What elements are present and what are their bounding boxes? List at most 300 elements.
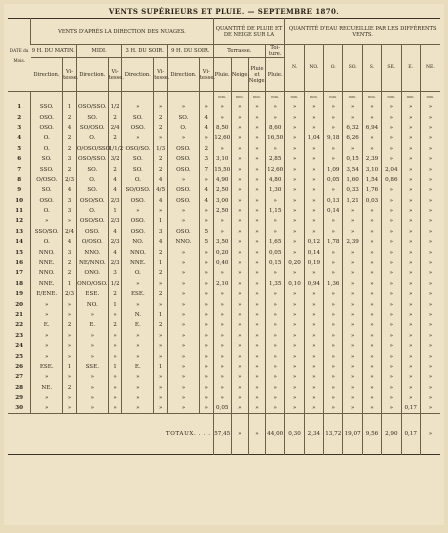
table-cell: E. bbox=[76, 320, 108, 330]
table-cell: » bbox=[167, 216, 199, 226]
table-row bbox=[8, 341, 440, 351]
table-cell: » bbox=[324, 185, 343, 195]
table-cell: » bbox=[199, 216, 213, 226]
table-cell: » bbox=[248, 383, 265, 393]
table-cell: » bbox=[362, 289, 381, 299]
total-cell: 9,56 bbox=[362, 414, 381, 455]
table-cell: 2 bbox=[154, 164, 168, 174]
table-cell: » bbox=[213, 289, 231, 299]
table-cell: OSO. bbox=[167, 144, 199, 154]
table-cell: » bbox=[362, 258, 381, 268]
table-cell: » bbox=[304, 393, 323, 403]
table-row bbox=[8, 164, 440, 174]
table-cell: » bbox=[231, 175, 248, 185]
table-row bbox=[8, 175, 440, 185]
table-cell: » bbox=[420, 351, 440, 361]
table-cell: NNE. bbox=[31, 258, 63, 268]
table-cell: 1 bbox=[154, 258, 168, 268]
table-cell: 15,50 bbox=[213, 164, 231, 174]
table-cell: 0,03 bbox=[362, 196, 381, 206]
table-cell: » bbox=[362, 247, 381, 257]
table-cell: 1,15 bbox=[266, 206, 285, 216]
table-cell: » bbox=[401, 372, 420, 382]
table-cell: » bbox=[31, 372, 63, 382]
table-row bbox=[8, 289, 440, 299]
table-cell: » bbox=[324, 216, 343, 226]
table-cell: » bbox=[401, 310, 420, 320]
table-cell: OSO/SO. bbox=[76, 216, 108, 226]
table-cell: NO. bbox=[76, 299, 108, 309]
table-cell: 4 bbox=[63, 123, 77, 133]
table-cell: » bbox=[76, 310, 108, 320]
table-cell: » bbox=[167, 331, 199, 341]
table-cell: » bbox=[382, 268, 401, 278]
strength-header: Vi- tesse. bbox=[199, 58, 213, 92]
table-cell: 1,21 bbox=[343, 196, 362, 206]
table-cell: 0,13 bbox=[324, 196, 343, 206]
table-cell: 2/3 bbox=[108, 216, 122, 226]
table-cell: » bbox=[420, 164, 440, 174]
table-row bbox=[8, 310, 440, 320]
table-cell: » bbox=[248, 403, 265, 413]
table-cell: » bbox=[343, 289, 362, 299]
table-cell: O/OSO. bbox=[31, 175, 63, 185]
table-cell: » bbox=[362, 133, 381, 143]
table-cell: » bbox=[285, 372, 304, 382]
total-cell: 0,17 bbox=[401, 414, 420, 455]
table-cell: » bbox=[122, 279, 154, 289]
table-cell: OSO. bbox=[122, 196, 154, 206]
table-cell: » bbox=[401, 123, 420, 133]
table-cell: » bbox=[285, 133, 304, 143]
table-cell: 1/2 bbox=[108, 279, 122, 289]
table-cell: 0,33 bbox=[343, 185, 362, 195]
table-cell: » bbox=[266, 383, 285, 393]
table-cell: » bbox=[199, 383, 213, 393]
table-cell: 1,35 bbox=[266, 279, 285, 289]
date-cell: 20 bbox=[15, 301, 24, 308]
table-cell: » bbox=[199, 310, 213, 320]
table-cell: 3 bbox=[63, 196, 77, 206]
direction-header: Direction. bbox=[31, 58, 63, 92]
table-cell: » bbox=[199, 175, 213, 185]
table-row bbox=[8, 133, 440, 143]
table-cell: » bbox=[324, 154, 343, 164]
table-row bbox=[8, 247, 440, 257]
table-cell: » bbox=[63, 310, 77, 320]
table-cell: » bbox=[231, 289, 248, 299]
table-cell: » bbox=[420, 112, 440, 122]
table-cell: » bbox=[304, 206, 323, 216]
table-cell: » bbox=[108, 383, 122, 393]
table-cell: E. bbox=[122, 362, 154, 372]
table-cell: » bbox=[167, 320, 199, 330]
table-cell: » bbox=[324, 123, 343, 133]
rain-snow-header: Pluie et Neige. bbox=[248, 58, 265, 92]
table-cell: » bbox=[199, 258, 213, 268]
table-cell: » bbox=[401, 164, 420, 174]
table-cell: » bbox=[167, 133, 199, 143]
table-cell: » bbox=[324, 258, 343, 268]
table-cell: ESE. bbox=[31, 362, 63, 372]
table-cell: » bbox=[304, 216, 323, 226]
table-cell: » bbox=[285, 206, 304, 216]
table-cell: » bbox=[248, 258, 265, 268]
table-cell: » bbox=[213, 320, 231, 330]
table-cell: » bbox=[248, 102, 265, 112]
date-cell: 10 bbox=[15, 197, 24, 204]
table-cell: » bbox=[167, 102, 199, 112]
table-cell: » bbox=[382, 123, 401, 133]
table-cell: NNO. bbox=[31, 268, 63, 278]
table-cell: » bbox=[304, 320, 323, 330]
table-cell: » bbox=[108, 331, 122, 341]
date-cell: 3 bbox=[17, 124, 22, 131]
table-cell: » bbox=[420, 299, 440, 309]
table-cell: » bbox=[304, 175, 323, 185]
table-cell: » bbox=[199, 299, 213, 309]
page-title: VENTS SUPÉRIEURS ET PLUIE. — SEPTEMBRE 1870. bbox=[108, 7, 340, 16]
strength-header: Vi- tesse. bbox=[108, 58, 122, 92]
date-cell: 19 bbox=[15, 291, 24, 298]
table-cell: SSE. bbox=[76, 362, 108, 372]
table-cell: 1,54 bbox=[362, 175, 381, 185]
table-cell: 1 bbox=[154, 216, 168, 226]
table-cell: » bbox=[231, 372, 248, 382]
table-cell: » bbox=[304, 310, 323, 320]
table-cell: » bbox=[213, 310, 231, 320]
table-cell: » bbox=[285, 102, 304, 112]
date-cell: 4 bbox=[17, 135, 22, 142]
table-cell: » bbox=[266, 144, 285, 154]
table-cell: O. bbox=[167, 123, 199, 133]
table-cell: » bbox=[213, 102, 231, 112]
table-cell: » bbox=[420, 268, 440, 278]
table-cell: » bbox=[420, 383, 440, 393]
table-cell: » bbox=[362, 279, 381, 289]
table-cell: » bbox=[231, 112, 248, 122]
table-cell: » bbox=[213, 331, 231, 341]
table-cell: » bbox=[122, 383, 154, 393]
table-cell: OSO. bbox=[167, 196, 199, 206]
table-cell: NNE. bbox=[122, 258, 154, 268]
table-cell: 1 bbox=[108, 206, 122, 216]
table-cell: 2/3 bbox=[63, 289, 77, 299]
time-header: 9 H. DU SOIR. bbox=[167, 45, 213, 58]
table-cell: » bbox=[343, 227, 362, 237]
table-cell: 0,94 bbox=[304, 279, 323, 289]
time-header: 9 H. DU MATIN. bbox=[31, 45, 77, 58]
table-cell: » bbox=[324, 362, 343, 372]
table-cell: » bbox=[401, 383, 420, 393]
table-cell: » bbox=[108, 310, 122, 320]
rain-group-header: QUANTITÉ DE PLUIE ET DE NEIGE SUR LA bbox=[213, 19, 285, 45]
table-cell: » bbox=[199, 403, 213, 413]
table-cell: » bbox=[285, 383, 304, 393]
table-cell: » bbox=[420, 123, 440, 133]
table-cell: » bbox=[382, 331, 401, 341]
table-cell: » bbox=[382, 299, 401, 309]
table-cell: 2,50 bbox=[213, 185, 231, 195]
date-cell: 11 bbox=[15, 208, 24, 215]
table-cell: 2 bbox=[63, 383, 77, 393]
table-cell: 2 bbox=[154, 112, 168, 122]
table-cell: » bbox=[382, 310, 401, 320]
table-cell: » bbox=[285, 289, 304, 299]
table-cell: ONO. bbox=[76, 268, 108, 278]
wind-o-header: O. bbox=[324, 45, 343, 92]
table-cell: » bbox=[382, 227, 401, 237]
table-cell: » bbox=[343, 299, 362, 309]
table-cell: » bbox=[154, 403, 168, 413]
table-cell: » bbox=[382, 403, 401, 413]
table-cell: » bbox=[382, 372, 401, 382]
table-cell: » bbox=[76, 331, 108, 341]
table-cell: OSO. bbox=[31, 123, 63, 133]
table-cell: » bbox=[304, 268, 323, 278]
table-cell: » bbox=[382, 216, 401, 226]
table-cell: N. bbox=[122, 310, 154, 320]
table-cell: » bbox=[266, 289, 285, 299]
table-cell: OSO. bbox=[167, 164, 199, 174]
table-cell: » bbox=[343, 403, 362, 413]
table-cell: » bbox=[304, 123, 323, 133]
table-cell: » bbox=[382, 237, 401, 247]
table-cell: 3 bbox=[63, 154, 77, 164]
table-cell: 4 bbox=[108, 175, 122, 185]
table-cell: » bbox=[420, 206, 440, 216]
table-cell: » bbox=[401, 227, 420, 237]
table-cell: » bbox=[401, 289, 420, 299]
table-cell: » bbox=[401, 279, 420, 289]
table-cell: » bbox=[420, 133, 440, 143]
table-cell: » bbox=[167, 372, 199, 382]
table-cell: » bbox=[401, 144, 420, 154]
snow-header: Neige. bbox=[231, 58, 248, 92]
table-cell: » bbox=[304, 144, 323, 154]
table-cell: ESE. bbox=[76, 289, 108, 299]
table-cell: » bbox=[231, 268, 248, 278]
table-cell: 5 bbox=[199, 237, 213, 247]
table-cell: » bbox=[213, 268, 231, 278]
table-cell: 2 bbox=[63, 144, 77, 154]
table-cell: 3 bbox=[108, 268, 122, 278]
table-cell: » bbox=[382, 102, 401, 112]
table-cell: 3,10 bbox=[362, 164, 381, 174]
table-cell: 5 bbox=[199, 227, 213, 237]
table-cell: » bbox=[382, 258, 401, 268]
table-cell: » bbox=[304, 289, 323, 299]
table-cell: » bbox=[248, 164, 265, 174]
table-cell: » bbox=[266, 372, 285, 382]
table-cell: 2 bbox=[108, 164, 122, 174]
table-cell: » bbox=[154, 351, 168, 361]
table-cell: OSO. bbox=[31, 112, 63, 122]
table-cell: » bbox=[213, 144, 231, 154]
table-cell: » bbox=[420, 144, 440, 154]
table-cell: OSO. bbox=[167, 185, 199, 195]
table-cell: 3,00 bbox=[213, 196, 231, 206]
table-cell: 7 bbox=[199, 164, 213, 174]
table-cell: » bbox=[122, 393, 154, 403]
table-cell: » bbox=[63, 216, 77, 226]
table-cell: » bbox=[304, 227, 323, 237]
table-cell: » bbox=[285, 351, 304, 361]
table-cell: SO. bbox=[76, 112, 108, 122]
table-cell: 3 bbox=[154, 227, 168, 237]
table-cell: OSO. bbox=[167, 227, 199, 237]
table-cell: 2 bbox=[63, 268, 77, 278]
table-cell: » bbox=[213, 227, 231, 237]
wind-e-header: E. bbox=[401, 45, 420, 92]
table-cell: » bbox=[420, 258, 440, 268]
table-cell: » bbox=[154, 383, 168, 393]
table-cell: » bbox=[231, 206, 248, 216]
table-cell: 4/5 bbox=[154, 185, 168, 195]
table-cell: » bbox=[63, 372, 77, 382]
table-cell: E. bbox=[122, 320, 154, 330]
table-cell: 2 bbox=[63, 164, 77, 174]
table-cell: » bbox=[167, 289, 199, 299]
table-cell: » bbox=[343, 279, 362, 289]
date-cell: 26 bbox=[15, 363, 24, 370]
table-cell: 0,20 bbox=[213, 247, 231, 257]
table-cell: 1,04 bbox=[304, 133, 323, 143]
table-cell: » bbox=[31, 403, 63, 413]
total-cell: 19,07 bbox=[343, 414, 362, 455]
table-cell: » bbox=[285, 237, 304, 247]
table-cell: » bbox=[401, 196, 420, 206]
table-cell: OSO/SO. bbox=[76, 196, 108, 206]
table-cell: » bbox=[401, 362, 420, 372]
table-row bbox=[8, 206, 440, 216]
rain-header: Pluie. bbox=[213, 58, 231, 92]
table-cell: » bbox=[362, 351, 381, 361]
table-cell: » bbox=[285, 299, 304, 309]
table-cell: 2 bbox=[154, 123, 168, 133]
date-cell: 25 bbox=[15, 353, 24, 360]
table-cell: » bbox=[285, 154, 304, 164]
date-cell: 28 bbox=[15, 384, 24, 391]
table-cell: » bbox=[231, 164, 248, 174]
table-cell: » bbox=[199, 331, 213, 341]
table-cell: OSO. bbox=[122, 123, 154, 133]
table-cell: » bbox=[304, 372, 323, 382]
date-cell: 6 bbox=[17, 156, 22, 163]
table-cell: » bbox=[231, 227, 248, 237]
table-cell: » bbox=[420, 216, 440, 226]
table-cell: 0,14 bbox=[324, 206, 343, 216]
table-cell: » bbox=[266, 320, 285, 330]
table-cell: » bbox=[63, 403, 77, 413]
table-cell: » bbox=[362, 144, 381, 154]
table-cell: » bbox=[167, 351, 199, 361]
table-cell: » bbox=[285, 331, 304, 341]
table-cell: 8,50 bbox=[213, 123, 231, 133]
table-cell: » bbox=[122, 206, 154, 216]
table-cell: 1 bbox=[154, 310, 168, 320]
table-cell: » bbox=[248, 320, 265, 330]
table-cell: » bbox=[154, 206, 168, 216]
table-cell: SO. bbox=[122, 154, 154, 164]
table-cell: » bbox=[343, 341, 362, 351]
table-cell: 0,12 bbox=[304, 237, 323, 247]
table-cell: NNO. bbox=[31, 247, 63, 257]
date-cell: 17 bbox=[15, 270, 24, 277]
table-cell: » bbox=[362, 237, 381, 247]
table-row bbox=[8, 299, 440, 309]
table-cell: » bbox=[362, 102, 381, 112]
table-cell: 1 bbox=[154, 362, 168, 372]
table-cell: » bbox=[401, 112, 420, 122]
table-cell: » bbox=[199, 393, 213, 403]
table-cell: E/ENE. bbox=[31, 289, 63, 299]
table-cell: » bbox=[324, 310, 343, 320]
total-cell: 2,90 bbox=[382, 414, 401, 455]
table-cell: » bbox=[213, 383, 231, 393]
table-row bbox=[8, 279, 440, 289]
toit-header: Toi- ture. bbox=[266, 45, 285, 58]
table-cell: » bbox=[362, 112, 381, 122]
table-cell: NNO. bbox=[122, 247, 154, 257]
table-cell: » bbox=[154, 102, 168, 112]
table-cell: NO. bbox=[122, 237, 154, 247]
table-cell: » bbox=[199, 133, 213, 143]
table-cell: » bbox=[362, 227, 381, 237]
table-cell: » bbox=[248, 372, 265, 382]
table-cell: » bbox=[324, 403, 343, 413]
table-cell: » bbox=[382, 393, 401, 403]
table-cell: » bbox=[167, 268, 199, 278]
table-cell: » bbox=[199, 279, 213, 289]
table-cell: 1/1/2 bbox=[108, 144, 122, 154]
table-cell: 1 bbox=[63, 362, 77, 372]
table-cell: 2,39 bbox=[343, 237, 362, 247]
table-cell: SO. bbox=[122, 164, 154, 174]
table-cell: 2 bbox=[63, 133, 77, 143]
table-cell: » bbox=[285, 175, 304, 185]
table-cell: » bbox=[266, 268, 285, 278]
table-cell: » bbox=[231, 185, 248, 195]
table-cell: 4 bbox=[199, 123, 213, 133]
table-cell: » bbox=[248, 393, 265, 403]
table-cell: 4,90 bbox=[213, 175, 231, 185]
table-cell: » bbox=[122, 133, 154, 143]
table-cell: 2,39 bbox=[362, 154, 381, 164]
table-cell: 4 bbox=[199, 185, 213, 195]
date-cell: 16 bbox=[15, 260, 24, 267]
table-cell: » bbox=[324, 247, 343, 257]
table-cell: 4 bbox=[108, 227, 122, 237]
table-cell: » bbox=[420, 102, 440, 112]
table-cell: » bbox=[401, 268, 420, 278]
table-row bbox=[8, 102, 440, 112]
table-cell: » bbox=[154, 393, 168, 403]
table-cell: » bbox=[304, 351, 323, 361]
table-cell: » bbox=[248, 289, 265, 299]
table-cell: » bbox=[231, 331, 248, 341]
table-cell: » bbox=[401, 175, 420, 185]
table-cell: » bbox=[304, 196, 323, 206]
table-cell: 3,10 bbox=[213, 154, 231, 164]
date-cell: 29 bbox=[15, 395, 24, 402]
table-cell: » bbox=[285, 310, 304, 320]
table-cell: » bbox=[266, 310, 285, 320]
table-row bbox=[8, 383, 440, 393]
table-cell: » bbox=[401, 133, 420, 143]
date-cell: 18 bbox=[15, 280, 24, 287]
table-cell: » bbox=[231, 362, 248, 372]
